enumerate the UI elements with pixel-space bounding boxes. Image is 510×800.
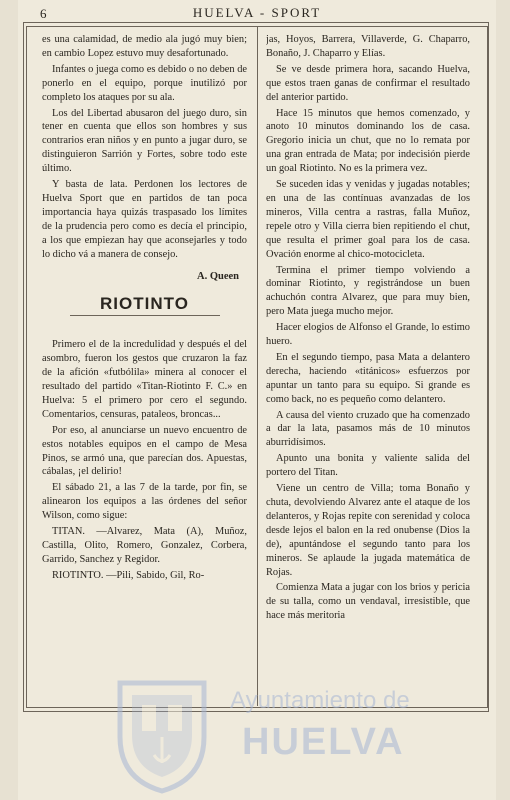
article-paragraph: Se ve desde primera hora, sacando Huelva, que estos traen ganas de confirmar el resultado del anterior partido. — [266, 63, 470, 103]
article-paragraph: Por eso, al anunciarse un nuevo encuentro de estos notables equipos en el campo de Mesa Pinos, se armó una, que parecían dos. Apuestas, cábalas, ¡el delirio! — [42, 424, 247, 478]
left-column — [42, 33, 247, 708]
article-paragraph: Se suceden idas y venidas y jugadas notables; en una de las contínuas avanzadas de los mineros, Villa centra a rastras, falla Muñoz, repele otro y Villa cierra bien repitiendo el chut, que resulta el primer goal para los de casa. Ovación enorme al chico-motocicleta. — [266, 179, 470, 260]
watermark-line1: Ayuntamiento de — [230, 687, 410, 714]
article-paragraph: El sábado 21, a las 7 de la tarde, por fin, se alinearon los equipos a las órdenes del señor Wilson, como sigue: — [42, 482, 247, 522]
right-column — [266, 33, 470, 708]
author-signature: A. Queen — [197, 270, 239, 282]
running-title: HUELVA - SPORT — [192, 5, 322, 20]
article-paragraph: Y basta de lata. Perdonen los lectores de Huelva Sport que en partidos de tan poca importancia haya quizás traspasado los límites de la prudencia pero como es decía el principio, a los que empiezan hay que aconsejarles y todo lo dicho vá a manera de consejo. — [42, 179, 247, 260]
article-paragraph: es una calamidad, de medio ala jugó muy bien; en cambio Lopez estuvo muy desafortunado. — [42, 34, 247, 59]
article-paragraph: Hacer elogios de Alfonso el Grande, lo estimo huero. — [266, 322, 470, 348]
team-lineup: TITAN. —Alvarez, Mata (A), Muñoz, Castilla, Olito, Romero, Gonzalez, Corbera, Garrido, Sanchez y Regidor. — [42, 526, 247, 565]
article-paragraph: A causa del viento cruzado que ha comenzado a dar la lata, pasamos más de 10 minutos aburridísimos. — [266, 409, 470, 449]
article-paragraph: Apunto una bonita y valiente salida del portero del Titan. — [266, 453, 470, 479]
article-paragraph: Comienza Mata a jugar con los brios y pericia de su talla, como un vendaval, irresistible, que hace más meritoria — [266, 582, 470, 622]
article-paragraph: Los del Libertad abusaron del juego duro, sin tener en cuenta que ellos son hombres y sus contrarios eran niños y en punto a jugar duro, se distinguieron Sarrión y Fortes, sobre todo este último. — [42, 107, 247, 175]
article-paragraph: Primero el de la incredulidad y después el del asombro, fueron los gestos que cruzaron la faz de la afición «futbólila» minera al conocer el resultado del partido «Titan-Riotinto F. C.» en Huelva: 5 el primero por cero el segundo. Comentarios, censuras, pataleos, broncas... — [42, 339, 247, 420]
section-title: RIOTINTO — [100, 294, 189, 314]
article-paragraph: En el segundo tiempo, pasa Mata a delantero derecha, haciendo «titánicos» esfuerzos por apuntar un tanto para su equipo. Si grande es como back, no es pequeño como delantero. — [266, 351, 470, 405]
team-lineup: RIOTINTO. —Pili, Sabido, Gil, Ro- — [52, 569, 205, 581]
article-paragraph: jas, Hoyos, Barrera, Villaverde, G. Chaparro, Bonaño, J. Chaparro y Elías. — [266, 34, 470, 59]
title-rule — [70, 315, 220, 316]
article-paragraph: Hace 15 minutos que hemos comenzado, y anoto 10 minutos dominando los de casa. Gregorio inicia un chut, que no lo remata por una gran entrada de Mata; por indecisión pierde un goal Riotinto. No es la primera vez. — [266, 107, 470, 175]
article-paragraph: Viene un centro de Villa; toma Bonaño y chuta, devolviendo Alvarez ante el ataque de los delanteros, y Rojas repite con serenidad y coloca desde lejos el balon en la red onubense (Dios la de), apuntándose el segundo tanto para los mineros. Se aplaude la jugada matemática de Rojas. — [266, 483, 470, 578]
column-divider — [257, 26, 258, 706]
watermark-line2: HUELVA — [242, 721, 405, 763]
article-paragraph: Termina el primer tiempo volviendo a dominar Riotinto, y registrándose un buen achuchón contra Alvarez, que para muy bien, pero Mata juega mucho mejor. — [266, 264, 470, 318]
page-number: 6 — [40, 6, 47, 21]
article-paragraph: Infantes o juega como es debido o no deben de ponerlo en el equipo, porque inutilizó por completo los ataques por su ala. — [42, 63, 247, 103]
magazine-page — [18, 0, 496, 800]
